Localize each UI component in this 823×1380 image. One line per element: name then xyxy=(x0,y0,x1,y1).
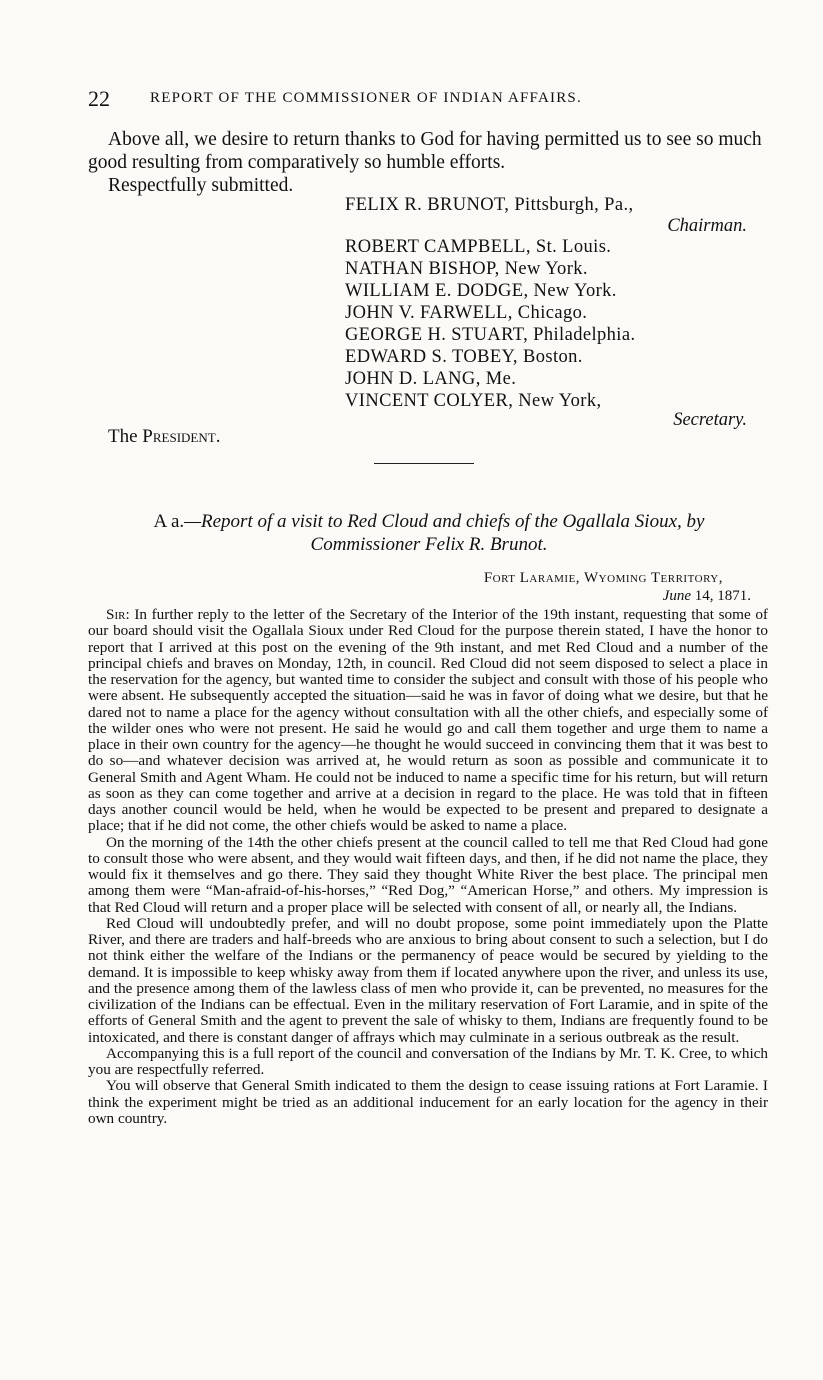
closing-thanks: Above all, we desire to return thanks to God for having permitted us to see so much good resulting from comparatively so humble efforts. xyxy=(88,129,762,173)
signatory: JOHN V. FARWELL, Chicago. xyxy=(345,303,588,323)
appendix-title-line1: —Report of a visit to Red Cloud and chiefs of the Ogallala Sioux, by xyxy=(184,511,705,532)
appendix-label: A a. xyxy=(153,511,185,532)
letter-paragraph: On the morning of the 14th the other chiefs present at the council called to tell me that Red Cloud had gone to consult those who were absent, and they would wait fifteen days, and then, if he did not name the place, they would fix it themselves and go there. They said they thought White River the best place. The principal men among them were “Man-afraid-of-his-horses,” “Red Dog,” “American Horse,” and others. My impression is that Red Cloud will return and a proper place will be selected with consent of all, or nearly all, the Indians. xyxy=(88,833,768,916)
signatory: FELIX R. BRUNOT, Pittsburgh, Pa., xyxy=(345,195,634,215)
salutation: Sir: xyxy=(106,606,130,623)
signatory: NATHAN BISHOP, New York. xyxy=(345,259,588,279)
dateline-month: June xyxy=(662,588,691,604)
addressee-prefix: The xyxy=(108,426,138,447)
running-title: REPORT OF THE COMMISSIONER OF INDIAN AFFAIRS. xyxy=(150,90,582,106)
signatory: VINCENT COLYER, New York, xyxy=(345,391,602,411)
signatory: ROBERT CAMPBELL, St. Louis. xyxy=(345,237,612,257)
letter-paragraph: You will observe that General Smith indicated to them the design to cease issuing rations at Fort Laramie. I think the experiment might be tried as an additional inducement for an early location for the agency in their own country. xyxy=(88,1077,768,1127)
appendix-title-line2: Commissioner Felix R. Brunot. xyxy=(310,534,548,555)
letter-paragraph-text: In further reply to the letter of the Secretary of the Interior of the 19th instant, requesting that some of our board should visit the Ogallala Sioux under Red Cloud for the purpose therein stated, I have the honor to report that I arrived at this post on the evening of the 9th instant, and met Red Cloud and a number of the principal chiefs and braves on Monday, 12th, in council. Red Cloud did not seem disposed to select a place in the reservation for the agency, but wanted time to consider the subject and consult with those of his people who were absent. He subsequently accepted the situation—said he was in favor of doing what we desire, but that he dared not to name a place for the agency without consultation with all the other chiefs, and especially some of the wilder ones who were not present. He said he would go and call them together and urge them to name a place in their own country for the agency—he thought he would succeed in convincing them that it was best to do so—and whatever decision was arrived at, he would return as soon as possible and communicate it to General Smith and Agent Wham. He could not be induced to name a specific time for his return, but will return as soon as they can come together and arrive at a decision in regard to the place. He was told that in fifteen days another council would be held, when he would be expected to be present and prepared to designate a place; that if he did not come, the other chiefs would be asked to name a place. xyxy=(88,606,768,835)
signatory: WILLIAM E. DODGE, New York. xyxy=(345,281,617,301)
addressee-name: President. xyxy=(142,426,221,447)
dateline-day-year: 14, 1871. xyxy=(694,588,751,604)
running-header xyxy=(88,86,768,112)
letter-paragraph: Accompanying this is a full report of the council and conversation of the Indians by Mr. T. K. Cree, to which you are respectfully referred. xyxy=(88,1044,768,1078)
dateline-date xyxy=(663,588,751,605)
signatory-title: Secretary. xyxy=(673,410,747,430)
respectfully-submitted: Respectfully submitted. xyxy=(108,175,294,196)
signatory: GEORGE H. STUART, Philadelphia. xyxy=(345,325,636,345)
letter-body xyxy=(88,607,768,1127)
signatory-title: Chairman. xyxy=(667,216,747,236)
signatory: JOHN D. LANG, Me. xyxy=(345,369,517,389)
addressee xyxy=(108,426,220,448)
signatory: EDWARD S. TOBEY, Boston. xyxy=(345,347,583,367)
dateline-place: Fort Laramie, Wyoming Territory, xyxy=(483,570,723,586)
letter-paragraph xyxy=(88,607,768,835)
appendix-title xyxy=(88,510,770,556)
section-divider xyxy=(374,463,474,464)
letter-paragraph: Red Cloud will undoubtedly prefer, and will no doubt propose, some point immediately upon the Platte River, and there are traders and half-breeds who are anxious to bring about consent to such a selection, but I do not think either the welfare of the Indians or the permanency of peace would be secured by yielding to the demand. It is impossible to keep whisky away from them if located anywhere upon the river, and unless its use, and the presence among them of the lawless class of men who provide it, can be prevented, no measures for the civilization of the Indians can be effectual. Even in the military reservation of Fort Laramie, and in spite of the efforts of General Smith and the agent to prevent the sale of whisky to them, Indians are frequently found to be intoxicated, and there is constant danger of affrays which may culminate in a serious outbreak as the result. xyxy=(88,914,768,1046)
page-number: 22 xyxy=(88,86,110,111)
